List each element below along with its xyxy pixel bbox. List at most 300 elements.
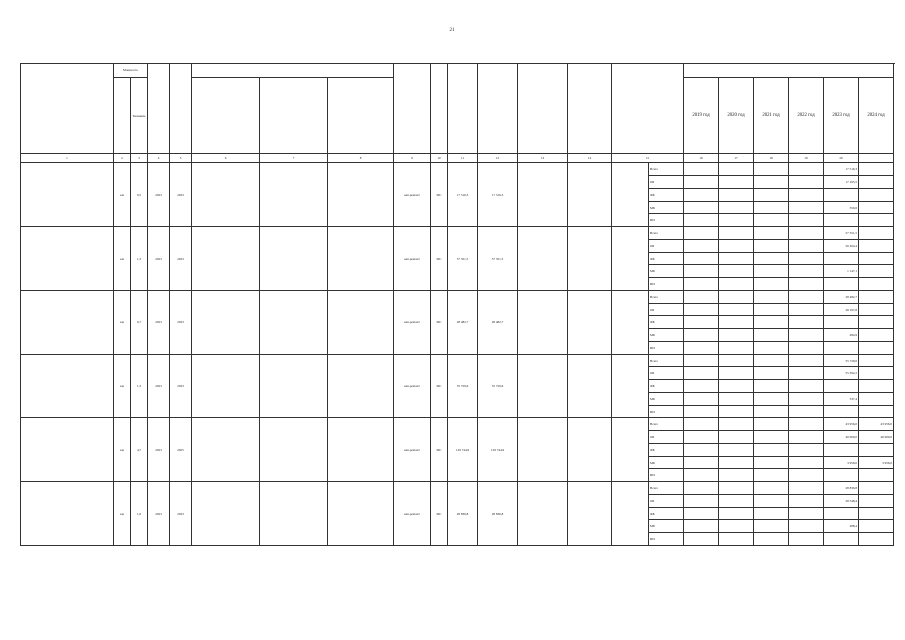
start-year-cell: 2023 — [148, 227, 170, 291]
municipality-cell — [518, 227, 568, 291]
financing-value — [859, 392, 894, 405]
object-name — [21, 354, 114, 418]
financing-value — [754, 278, 789, 291]
financing-value — [859, 290, 894, 303]
financing-value: 28 482,7 — [824, 290, 859, 303]
financing-value — [859, 316, 894, 329]
remaining-cost-cell: 55 729,6 — [478, 354, 518, 418]
municipality-cell — [518, 290, 568, 354]
financing-value — [754, 482, 789, 495]
financing-value — [859, 252, 894, 265]
financing-value — [719, 303, 754, 316]
ppd-cell — [328, 227, 394, 291]
capacity-cell: 0,7 — [131, 290, 148, 354]
financing-value — [719, 443, 754, 456]
financing-value — [859, 507, 894, 520]
column-number: 10 — [431, 154, 448, 163]
source-label: ОБ — [649, 367, 684, 380]
ppd-cell — [328, 482, 394, 546]
financing-value — [684, 494, 719, 507]
column-number: 7 — [260, 154, 328, 163]
financing-value — [789, 341, 824, 354]
table-header — [21, 64, 894, 163]
financing-value — [859, 380, 894, 393]
work-type-cell: кап.ремонт — [394, 163, 431, 227]
financing-value — [754, 239, 789, 252]
financing-value — [754, 227, 789, 240]
header-year: 2023 год — [824, 78, 859, 154]
financing-value — [824, 405, 859, 418]
financing-value — [789, 227, 824, 240]
source-label: МБ — [649, 392, 684, 405]
ppd-cell — [328, 163, 394, 227]
financing-value — [789, 520, 824, 533]
expert-approval-cell — [192, 163, 260, 227]
source-label: ФБ — [649, 316, 684, 329]
source-label: ОБ — [649, 494, 684, 507]
remaining-cost-cell: 28 482,7 — [478, 290, 518, 354]
financing-value — [684, 380, 719, 393]
financing-value — [684, 239, 719, 252]
capacity-cell: 1,3 — [131, 227, 148, 291]
table-row — [21, 482, 894, 495]
financing-value — [824, 533, 859, 546]
municipality-cell — [518, 354, 568, 418]
table-row — [21, 163, 894, 176]
financing-value — [684, 329, 719, 342]
financing-value — [684, 265, 719, 278]
source-label: Всего — [649, 482, 684, 495]
column-number: 17 — [719, 154, 754, 163]
financing-value — [719, 188, 754, 201]
end-year-cell: 2023 — [170, 482, 192, 546]
financing-value — [789, 252, 824, 265]
work-type-cell: кап.ремонт — [394, 290, 431, 354]
sources-note-cell — [612, 227, 649, 291]
header-unit — [114, 78, 131, 154]
financing-value: 337,4 — [824, 392, 859, 405]
financing-value — [789, 469, 824, 482]
financing-value — [719, 316, 754, 329]
ownership-cell: МС — [431, 418, 448, 482]
column-number: 9 — [394, 154, 431, 163]
column-number: 8 — [328, 154, 394, 163]
header-ownership — [431, 64, 448, 154]
financing-value: 28 197,8 — [824, 303, 859, 316]
table-row — [21, 354, 894, 367]
end-year-cell: 2023 — [170, 290, 192, 354]
header-ppd — [328, 78, 394, 154]
header-capacity: Значение — [131, 78, 148, 154]
financing-value — [789, 380, 824, 393]
column-number: 11 — [448, 154, 478, 163]
executor-cell — [568, 354, 612, 418]
financing-value — [754, 392, 789, 405]
financing-value — [754, 201, 789, 214]
object-name — [21, 163, 114, 227]
financing-value — [754, 176, 789, 189]
source-label: ОБ — [649, 239, 684, 252]
start-year-cell: 2023 — [148, 482, 170, 546]
financing-value — [684, 469, 719, 482]
financing-value — [859, 239, 894, 252]
expert-approval-cell — [192, 227, 260, 291]
executor-cell — [568, 163, 612, 227]
sources-note-cell — [612, 482, 649, 546]
estimated-cost-cell: 57 351,5 — [448, 227, 478, 291]
header-year: 2021 год — [754, 78, 789, 154]
cost-approval-cell — [260, 354, 328, 418]
header-year: 2020 год — [719, 78, 754, 154]
header-name — [21, 64, 114, 154]
financing-value — [789, 239, 824, 252]
cost-approval-cell — [260, 163, 328, 227]
financing-value — [754, 469, 789, 482]
financing-value — [859, 494, 894, 507]
cost-approval-cell — [260, 290, 328, 354]
unit-cell: км — [114, 163, 131, 227]
financing-value — [789, 392, 824, 405]
source-label: ОБ — [649, 176, 684, 189]
source-label: Всего — [649, 290, 684, 303]
financing-value — [684, 431, 719, 444]
financing-value — [859, 367, 894, 380]
financing-value: 17 165,5 — [824, 176, 859, 189]
estimated-cost-cell: 28 836,8 — [448, 482, 478, 546]
source-label: ИИ — [649, 341, 684, 354]
source-label: ИИ — [649, 469, 684, 482]
page-number: 21 — [449, 28, 455, 33]
financing-value: 350,6 — [824, 201, 859, 214]
financing-value — [789, 201, 824, 214]
financing-value — [824, 188, 859, 201]
financing-value — [719, 176, 754, 189]
header-sources — [612, 64, 684, 154]
financing-value — [789, 431, 824, 444]
financing-value — [684, 520, 719, 533]
financing-value — [719, 265, 754, 278]
financing-value: 55 729,6 — [824, 354, 859, 367]
work-type-cell: кап.ремонт — [394, 418, 431, 482]
source-label: ФБ — [649, 380, 684, 393]
expert-approval-cell — [192, 482, 260, 546]
estimated-cost-cell: 129 744,9 — [448, 418, 478, 482]
ownership-cell: МС — [431, 227, 448, 291]
expert-approval-cell — [192, 290, 260, 354]
financing-value — [754, 443, 789, 456]
financing-value — [684, 443, 719, 456]
work-type-cell: кап.ремонт — [394, 354, 431, 418]
financing-value — [684, 354, 719, 367]
financing-value — [719, 163, 754, 176]
financing-value — [754, 252, 789, 265]
financing-value — [754, 329, 789, 342]
financing-value — [684, 507, 719, 520]
financing-value — [859, 201, 894, 214]
financing-value — [789, 188, 824, 201]
financing-value — [684, 482, 719, 495]
financing-value — [754, 367, 789, 380]
financing-value — [684, 341, 719, 354]
source-label: МБ — [649, 201, 684, 214]
column-number: 3 — [131, 154, 148, 163]
financing-value — [719, 392, 754, 405]
financing-value — [754, 456, 789, 469]
financing-value — [684, 456, 719, 469]
financing-value — [789, 482, 824, 495]
financing-value — [789, 303, 824, 316]
work-type-cell: кап.ремонт — [394, 482, 431, 546]
object-name — [21, 482, 114, 546]
object-name — [21, 227, 114, 291]
unit-cell: км — [114, 354, 131, 418]
header-financing-group — [684, 64, 894, 78]
financing-value — [789, 265, 824, 278]
source-label: Всего — [649, 163, 684, 176]
financing-value — [719, 341, 754, 354]
end-year-cell: 2023 — [170, 227, 192, 291]
financing-value — [824, 443, 859, 456]
financing-value — [824, 278, 859, 291]
work-type-cell: кап.ремонт — [394, 227, 431, 291]
financing-value — [789, 443, 824, 456]
expert-approval-cell — [192, 354, 260, 418]
financing-value — [754, 520, 789, 533]
financing-value: 3 956,0 — [824, 456, 859, 469]
ownership-cell: МС — [431, 290, 448, 354]
table-body — [21, 163, 894, 546]
column-number — [859, 154, 894, 163]
financing-value — [789, 507, 824, 520]
header-year: 2019 год — [684, 78, 719, 154]
financing-value — [754, 316, 789, 329]
header-executor — [568, 64, 612, 154]
financing-value: 43 956,0 — [824, 418, 859, 431]
source-label: МБ — [649, 329, 684, 342]
financing-value — [859, 265, 894, 278]
column-number: 4 — [148, 154, 170, 163]
financing-value — [859, 163, 894, 176]
ownership-cell: МС — [431, 482, 448, 546]
financing-value — [754, 354, 789, 367]
capacity-cell: 1,3 — [131, 354, 148, 418]
financing-value: 28 836,8 — [824, 482, 859, 495]
column-number: 14 — [568, 154, 612, 163]
financing-value — [824, 214, 859, 227]
financing-value: 288,4 — [824, 520, 859, 533]
financing-value — [789, 290, 824, 303]
financing-value — [789, 367, 824, 380]
executor-cell — [568, 482, 612, 546]
column-number: 20 — [824, 154, 859, 163]
column-number: 5 — [170, 154, 192, 163]
financing-value: 1 147,1 — [824, 265, 859, 278]
financing-value — [684, 290, 719, 303]
remaining-cost-cell: 129 744,9 — [478, 418, 518, 482]
financing-value: 3 956,0 — [859, 456, 894, 469]
financing-value — [719, 252, 754, 265]
source-label: ИИ — [649, 214, 684, 227]
financing-value — [719, 329, 754, 342]
executor-cell — [568, 290, 612, 354]
financing-value — [719, 239, 754, 252]
end-year-cell: 2023 — [170, 163, 192, 227]
sources-note-cell — [612, 163, 649, 227]
remaining-cost-cell: 28 836,8 — [478, 482, 518, 546]
financing-value — [684, 252, 719, 265]
cost-approval-cell — [260, 418, 328, 482]
ppd-cell — [328, 354, 394, 418]
executor-cell — [568, 227, 612, 291]
financing-value — [719, 290, 754, 303]
municipality-cell — [518, 482, 568, 546]
header-year: 2024 год — [859, 78, 894, 154]
table-row — [21, 418, 894, 431]
cost-approval-cell — [260, 227, 328, 291]
financing-value — [824, 341, 859, 354]
financing-value — [684, 367, 719, 380]
financing-value — [754, 163, 789, 176]
start-year-cell: 2023 — [148, 418, 170, 482]
source-label: МБ — [649, 520, 684, 533]
header-capacity-group: Мощность — [114, 64, 148, 78]
source-label: ФБ — [649, 252, 684, 265]
header-documentation-group — [192, 64, 394, 78]
financing-value — [754, 418, 789, 431]
financing-value — [859, 520, 894, 533]
financing-value — [789, 494, 824, 507]
financing-value — [754, 290, 789, 303]
end-year-cell: 2025 — [170, 418, 192, 482]
unit-cell: км — [114, 227, 131, 291]
table-row — [21, 290, 894, 303]
financing-value — [684, 227, 719, 240]
financing-value — [789, 405, 824, 418]
sources-note-cell — [612, 354, 649, 418]
header-expert-approval — [192, 78, 260, 154]
column-number: 13 — [518, 154, 568, 163]
source-label: ИИ — [649, 405, 684, 418]
financing-value — [789, 354, 824, 367]
municipality-cell — [518, 163, 568, 227]
financing-value: 43 956,0 — [859, 418, 894, 431]
column-number: 15 — [612, 154, 684, 163]
source-label: Всего — [649, 227, 684, 240]
start-year-cell: 2023 — [148, 163, 170, 227]
executor-cell — [568, 418, 612, 482]
header-municipality — [518, 64, 568, 154]
financing-value — [789, 316, 824, 329]
financing-value — [824, 252, 859, 265]
financing-value — [719, 214, 754, 227]
source-label: ОБ — [649, 431, 684, 444]
financing-value — [684, 278, 719, 291]
financing-value — [859, 469, 894, 482]
cost-approval-cell — [260, 482, 328, 546]
source-label: МБ — [649, 265, 684, 278]
financing-value — [859, 533, 894, 546]
object-name — [21, 418, 114, 482]
financing-value — [754, 265, 789, 278]
financing-value: 28 548,4 — [824, 494, 859, 507]
financing-value — [684, 418, 719, 431]
financing-value — [789, 214, 824, 227]
table-row — [21, 227, 894, 240]
object-name — [21, 290, 114, 354]
financing-value: 57 351,5 — [824, 227, 859, 240]
financing-value — [719, 405, 754, 418]
header-year: 2022 год — [789, 78, 824, 154]
source-label: Всего — [649, 354, 684, 367]
column-number: 18 — [754, 154, 789, 163]
financing-value — [789, 176, 824, 189]
financing-value — [754, 507, 789, 520]
financing-value — [719, 201, 754, 214]
financing-value — [754, 494, 789, 507]
header-work-type — [394, 64, 431, 154]
financing-value — [719, 431, 754, 444]
financing-value — [754, 303, 789, 316]
financing-value — [684, 316, 719, 329]
source-label: ОБ — [649, 303, 684, 316]
capacity-cell: 0,5 — [131, 163, 148, 227]
source-label: ФБ — [649, 443, 684, 456]
financing-value — [859, 303, 894, 316]
financing-value — [754, 405, 789, 418]
financing-value — [684, 201, 719, 214]
unit-cell: км — [114, 290, 131, 354]
financing-value — [719, 227, 754, 240]
financing-value — [859, 176, 894, 189]
unit-cell: км — [114, 418, 131, 482]
estimated-cost-cell: 17 516,3 — [448, 163, 478, 227]
remaining-cost-cell: 57 351,5 — [478, 227, 518, 291]
source-label: Всего — [649, 418, 684, 431]
financing-value: 40 000,0 — [859, 431, 894, 444]
estimated-cost-cell: 28 482,7 — [448, 290, 478, 354]
financing-value — [719, 533, 754, 546]
financing-value: 56 204,4 — [824, 239, 859, 252]
unit-cell: км — [114, 482, 131, 546]
source-label: МБ — [649, 456, 684, 469]
ppd-cell — [328, 290, 394, 354]
financing-value — [719, 482, 754, 495]
header-remaining-cost — [478, 64, 518, 154]
financing-value — [859, 354, 894, 367]
financing-value — [719, 380, 754, 393]
financing-value — [789, 533, 824, 546]
financing-value — [859, 341, 894, 354]
financing-value — [719, 278, 754, 291]
financing-value — [789, 418, 824, 431]
financing-value — [719, 469, 754, 482]
capacity-cell: 1,0 — [131, 482, 148, 546]
financing-value — [824, 469, 859, 482]
financing-value — [719, 494, 754, 507]
financing-value — [824, 316, 859, 329]
financing-value — [684, 392, 719, 405]
financing-value — [719, 507, 754, 520]
source-label: ФБ — [649, 507, 684, 520]
financing-value — [719, 520, 754, 533]
financing-value — [754, 214, 789, 227]
financing-value — [789, 329, 824, 342]
header-start-year — [148, 64, 170, 154]
financing-value — [754, 533, 789, 546]
financing-value — [859, 188, 894, 201]
estimated-cost-cell: 55 729,6 — [448, 354, 478, 418]
financing-value — [719, 456, 754, 469]
